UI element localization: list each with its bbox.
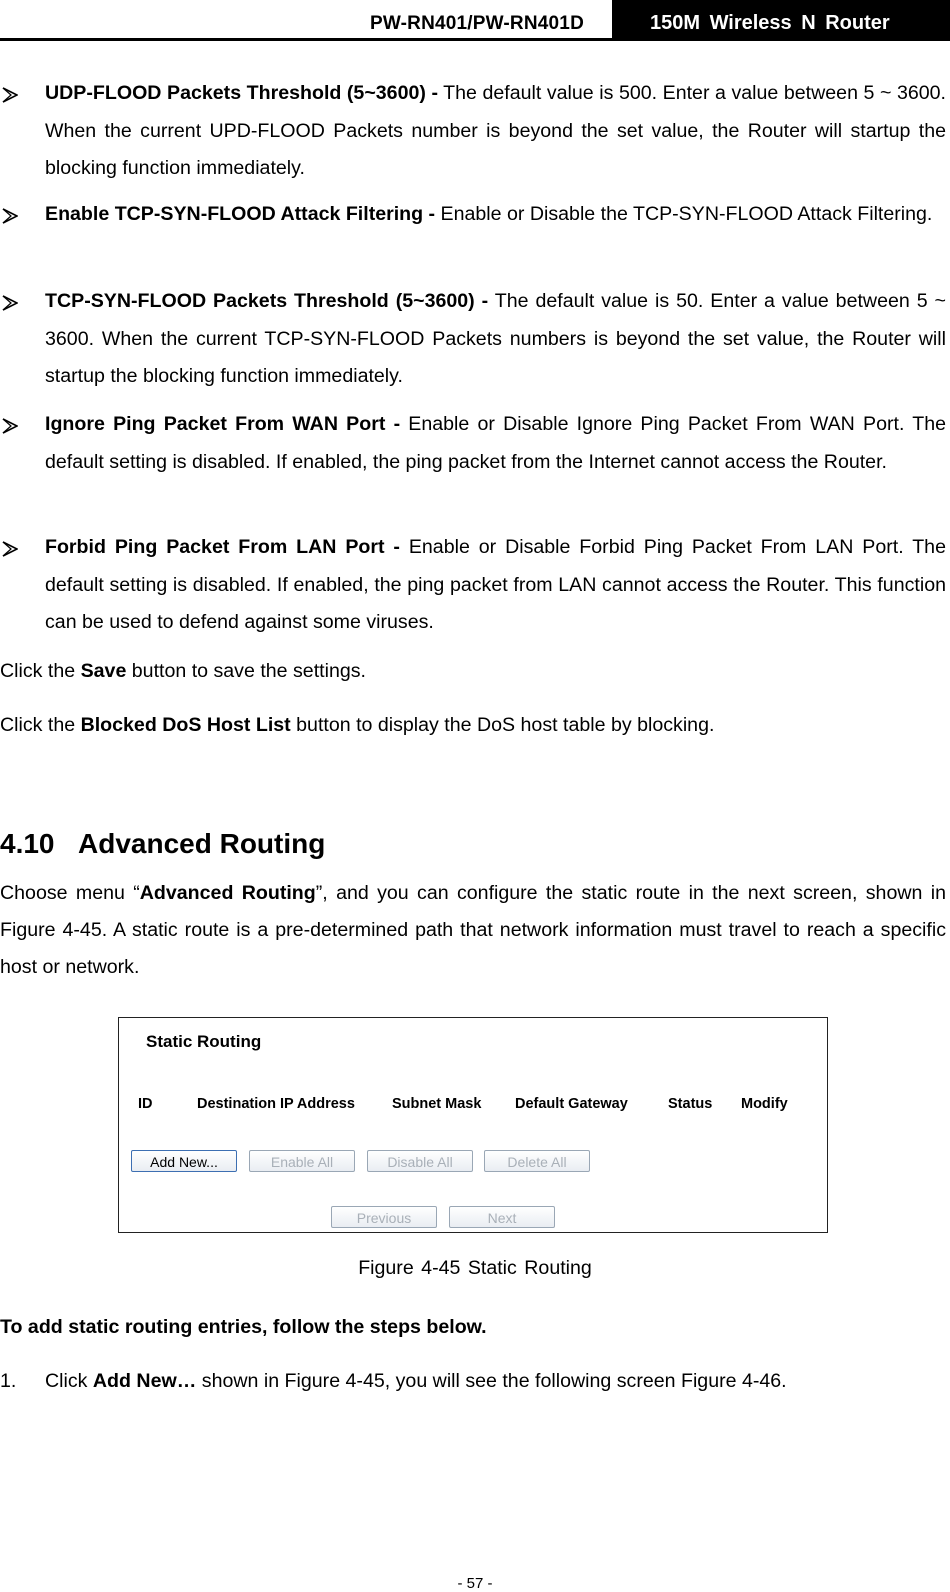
save-term: Save <box>80 660 127 682</box>
bullet-desc: The default value is 500. Enter a value between 5 ~ 3600. When the current UPD-FLOOD Packets number is beyond the set value, the Router will startup the blocking function immediately. <box>45 82 946 179</box>
click-blocked-text <box>0 707 714 744</box>
column-modify: Modify <box>741 1096 788 1112</box>
intro-paragraph <box>0 875 946 986</box>
header-product: 150M Wireless N Router <box>612 0 950 40</box>
column-subnet-mask: Subnet Mask <box>392 1096 482 1112</box>
bullet-term: Enable TCP-SYN-FLOOD Attack Filtering - <box>45 203 436 225</box>
step-number: 1. <box>0 1370 17 1392</box>
section-title: Advanced Routing <box>78 828 326 859</box>
bullet-desc: Enable or Disable the TCP-SYN-FLOOD Attack Filtering. <box>435 203 933 225</box>
column-id: ID <box>138 1096 153 1112</box>
text: Click the <box>0 714 81 736</box>
column-status: Status <box>668 1096 713 1112</box>
steps-title: To add static routing entries, follow the steps below. <box>0 1316 487 1338</box>
arrow-bullet-icon <box>0 529 30 566</box>
figure-title: Static Routing <box>146 1032 262 1051</box>
bullet-term: UDP-FLOOD Packets Threshold (5~3600) - <box>45 82 438 104</box>
step-1 <box>0 1370 787 1393</box>
static-routing-figure <box>118 1017 828 1233</box>
click-save-text <box>0 653 366 690</box>
page-number: - 57 - <box>457 1575 493 1592</box>
arrow-bullet-icon <box>0 406 30 443</box>
header-model: PW-RN401/PW-RN401D <box>370 13 584 34</box>
bullet-term: TCP-SYN-FLOOD Packets Threshold (5~3600) - <box>45 290 489 312</box>
text: button to display the DoS host table by blocking. <box>290 714 715 736</box>
next-button[interactable]: Next <box>449 1206 555 1228</box>
arrow-bullet-icon <box>0 75 30 112</box>
bullet-term: Forbid Ping Packet From LAN Port - <box>45 536 400 558</box>
page-header <box>0 0 950 40</box>
bullet-desc: Enable or Disable Forbid Ping Packet From LAN Port. The default setting is disabled. If enabled, the ping packet from LAN cannot access the Router. This function can be used to defend against some viruses. <box>45 536 946 633</box>
text: Choose menu “ <box>0 882 140 904</box>
bullet-desc: The default value is 50. Enter a value between 5 ~ 3600. When the current TCP-SYN-FLOOD Packets numbers is beyond the set value, the Router will startup the blocking function immediately. <box>45 290 946 387</box>
bullet-term: Ignore Ping Packet From WAN Port - <box>45 413 401 435</box>
add-new-button[interactable]: Add New... <box>131 1150 237 1172</box>
text: button to save the settings. <box>126 660 366 682</box>
section-heading <box>0 828 325 860</box>
previous-button[interactable]: Previous <box>331 1206 437 1228</box>
text: shown in Figure 4-45, you will see the following screen Figure 4-46. <box>196 1370 787 1392</box>
delete-all-button[interactable]: Delete All <box>484 1150 590 1172</box>
arrow-bullet-icon <box>0 283 30 320</box>
section-number: 4.10 <box>0 828 55 859</box>
text: ”, and you can configure the static route in the next screen, shown in Figure 4-45. A static route is a pre-determined path that network information must travel to reach a specific host or network. <box>0 882 946 978</box>
arrow-bullet-icon <box>0 196 30 233</box>
add-new-term: Add New… <box>92 1370 197 1392</box>
text: Click the <box>0 660 81 682</box>
bullet-desc: Enable or Disable Ignore Ping Packet From WAN Port. The default setting is disabled. If enabled, the ping packet from the Internet cannot access the Router. <box>45 413 946 473</box>
figure-caption: Figure 4-45 Static Routing <box>358 1257 592 1279</box>
enable-all-button[interactable]: Enable All <box>249 1150 355 1172</box>
header-rule <box>0 38 950 41</box>
menu-term: Advanced Routing <box>139 882 316 904</box>
blocked-term: Blocked DoS Host List <box>80 714 291 736</box>
text: Click <box>45 1370 93 1392</box>
column-destination-ip: Destination IP Address <box>197 1096 355 1112</box>
disable-all-button[interactable]: Disable All <box>367 1150 473 1172</box>
column-default-gateway: Default Gateway <box>515 1096 628 1112</box>
